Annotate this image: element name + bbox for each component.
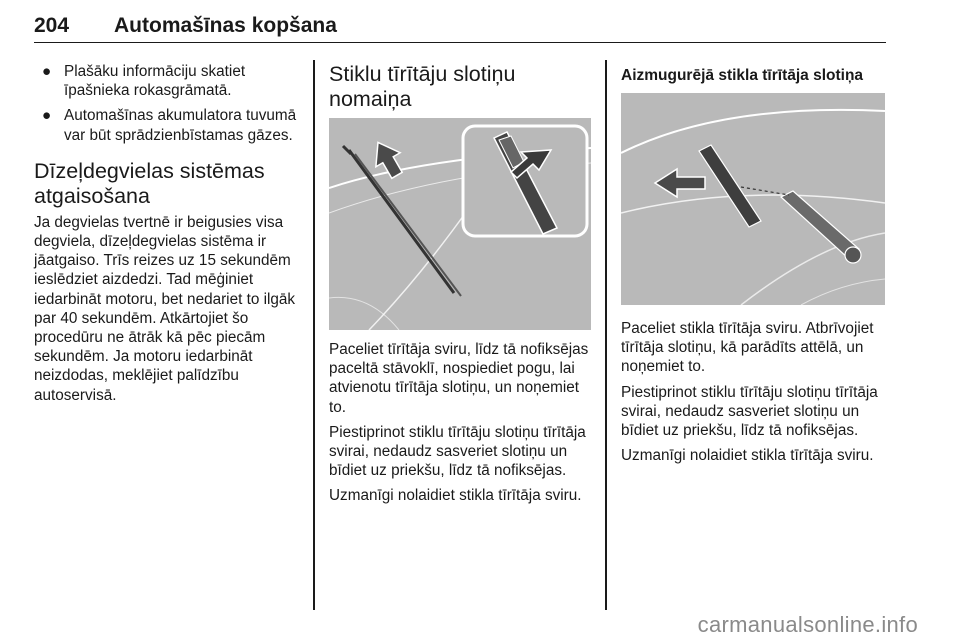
page-number: 204 bbox=[34, 14, 70, 37]
bullet-list bbox=[34, 62, 300, 145]
column-3 bbox=[621, 62, 886, 471]
column-1 bbox=[34, 62, 300, 411]
diesel-section-heading: Dīzeļdegvielas sistēmas atgaisošana bbox=[34, 158, 265, 208]
page-header bbox=[34, 8, 886, 43]
rear-wiper-paragraph-1: Paceliet stikla tīrītāja sviru. Atbrīvojiet tīrītāja slotiņu, kā parādīts attēlā, un noņemiet to. bbox=[621, 320, 874, 376]
list-item bbox=[34, 106, 300, 144]
rear-wiper-heading: Aizmugurējā stikla tīrītāja slotiņa bbox=[621, 67, 864, 84]
list-item bbox=[34, 62, 300, 100]
rear-wiper-paragraph-2: Piestiprinot stiklu tīrītāju slotiņu tīrītāja svirai, nedaudz sasveriet slotiņu un bīdiet uz priekšu, līdz tā nofiksējas. bbox=[621, 383, 878, 440]
wiper-paragraph-3: Uzmanīgi nolaidiet stikla tīrītāja sviru. bbox=[329, 487, 582, 505]
column-divider-2 bbox=[605, 60, 607, 610]
bullet-icon: ● bbox=[42, 63, 52, 80]
front-wiper-illustration bbox=[329, 118, 591, 330]
column-2 bbox=[329, 62, 591, 512]
wiper-section-heading: Stiklu tīrītāju slotiņu nomaiņa bbox=[329, 62, 516, 111]
wiper-paragraph-2: Piestiprinot stiklu tīrītāju slotiņu tīrītāja svirai, nedaudz sasveriet slotiņu un bīdiet uz priekšu, līdz tā nofiksējas. bbox=[329, 423, 586, 480]
column-divider-1 bbox=[313, 60, 315, 610]
rear-wiper-paragraph-3: Uzmanīgi nolaidiet stikla tīrītāja sviru. bbox=[621, 447, 874, 465]
bullet-text: Plašāku informāciju skatiet īpašnieka rokasgrāmatā. bbox=[64, 63, 246, 100]
rear-wiper-illustration bbox=[621, 93, 885, 305]
bullet-icon: ● bbox=[42, 107, 52, 125]
watermark: carmanualsonline.info bbox=[697, 612, 918, 637]
wiper-paragraph-1: Paceliet tīrītāja sviru, līdz tā nofiksējas paceltā stāvoklī, nospiediet pogu, lai atvienotu tīrītāja slotiņu, un noņemiet to. bbox=[329, 341, 589, 416]
diesel-paragraph: Ja degvielas tvertnē ir beigusies visa degviela, dīzeļdegvielas sistēma ir jāatgaiso. Trīs reizes uz 15 sekundēm ieslēdziet aizdedzi. Tad mēģiniet iedarbināt motoru, bet nedariet to ilgāk par 40 sekundēm. Atkārtojiet šo procedūru ne ātrāk kā pēc piecām sekundēm. Ja motoru iedarbināt neizdodas, meklējiet palīdzību autoservisā. bbox=[34, 213, 296, 404]
bullet-text: Automašīnas akumulatora tuvumā var būt sprādzienbīstamas gāzes. bbox=[64, 107, 297, 144]
section-title: Automašīnas kopšana bbox=[114, 14, 337, 37]
